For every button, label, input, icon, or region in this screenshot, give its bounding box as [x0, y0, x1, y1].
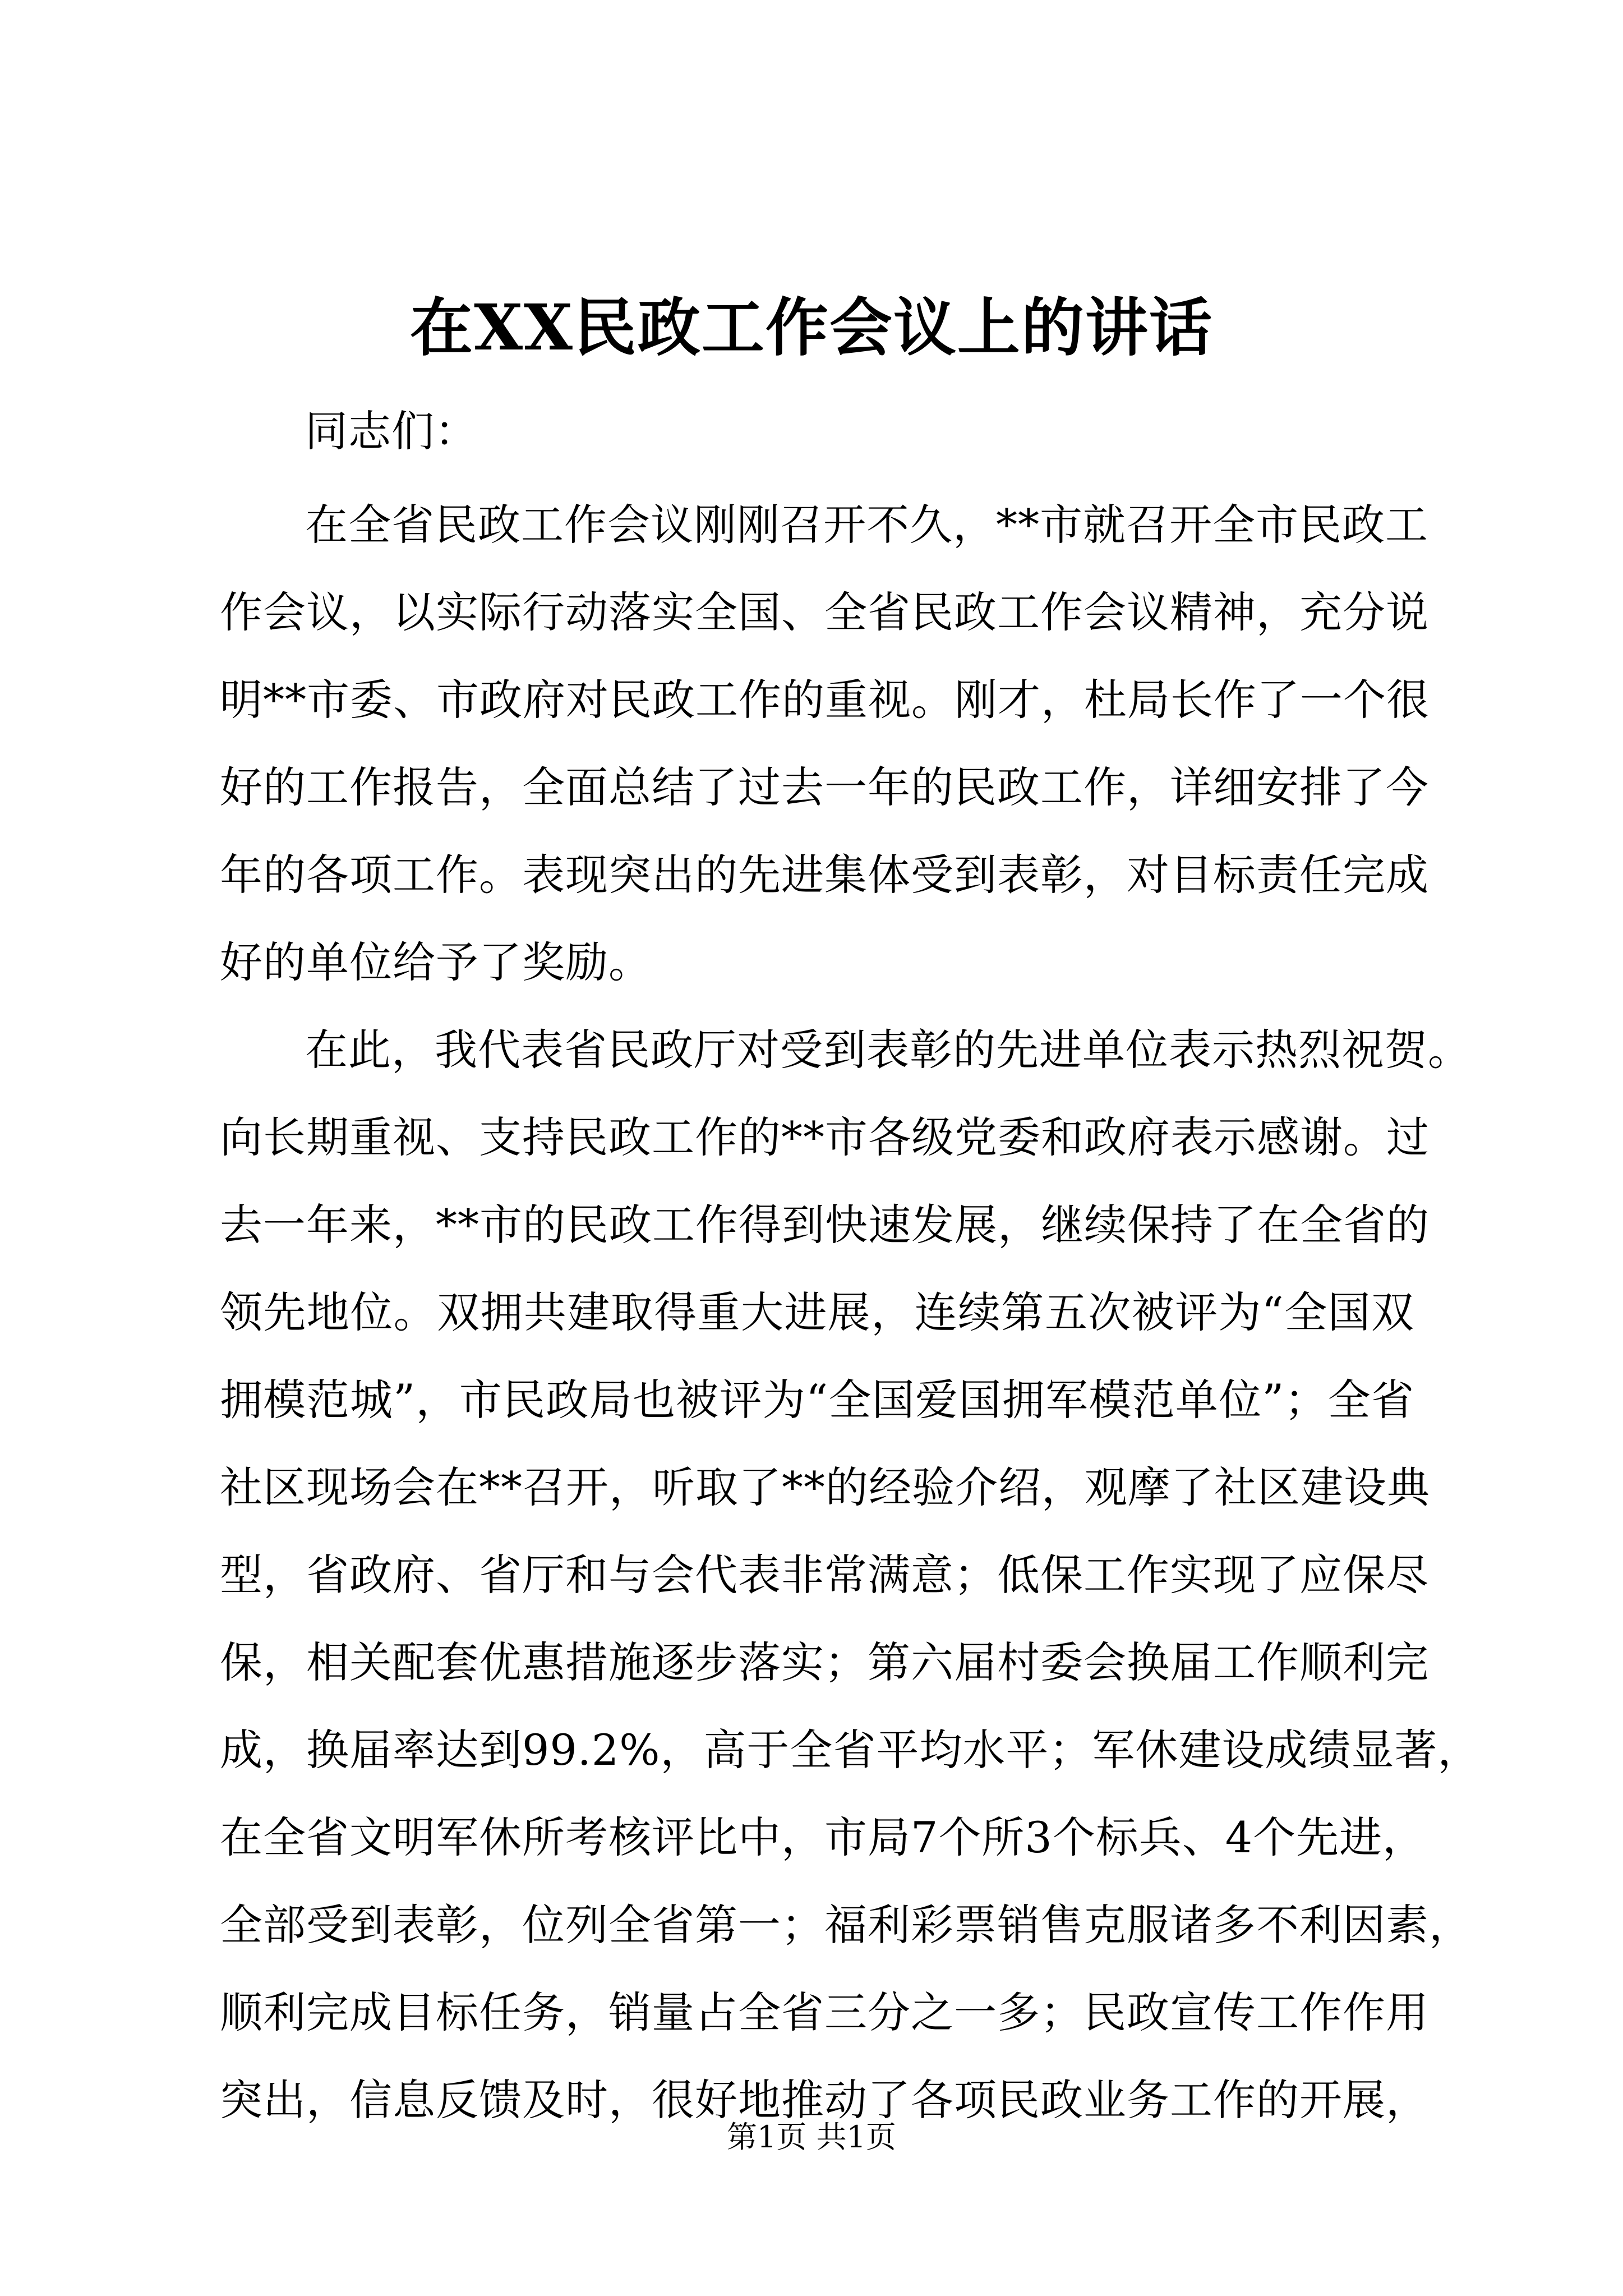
paragraph-line: 保，相关配套优惠措施逐步落实；第六届村委会换届工作顺利完 [220, 1637, 1429, 1687]
paragraph-line: 拥模范城”，市民政局也被评为“全国爱国拥军模范单位”；全省 [220, 1375, 1414, 1425]
paragraph-line: 型，省政府、省厅和与会代表非常满意；低保工作实现了应保尽 [220, 1550, 1429, 1600]
paragraph-line: 向长期重视、支持民政工作的**市各级党委和政府表示感谢。过 [220, 1112, 1430, 1162]
paragraph-line: 年的各项工作。表现突出的先进集体受到表彰，对目标责任完成 [220, 850, 1429, 900]
paragraph-line: 社区现场会在**召开，听取了**的经验介绍，观摩了社区建设典 [220, 1462, 1430, 1512]
paragraph-line: 在全省民政工作会议刚刚召开不久，**市就召开全市民政工 [305, 500, 1428, 550]
paragraph-line: 好的工作报告，全面总结了过去一年的民政工作，详细安排了今 [220, 762, 1429, 812]
paragraph-line: 成，换届率达到99.2%，高于全省平均水平；军休建设成绩显著， [220, 1725, 1481, 1775]
paragraph-line: 顺利完成目标任务，销量占全省三分之一多；民政宣传工作作用 [220, 1987, 1429, 2037]
document-body [220, 381, 1481, 2144]
paragraph-line: 在此，我代表省民政厅对受到表彰的先进单位表示热烈祝贺。 [305, 1025, 1471, 1075]
paragraph-line: 在全省文明军休所考核评比中，市局7个所3个标兵、4个先进， [220, 1812, 1426, 1862]
paragraph-line: 领先地位。双拥共建取得重大进展，连续第五次被评为“全国双 [220, 1287, 1414, 1337]
document-title: 在XX民政工作会议上的讲话 [410, 291, 1213, 365]
page-footer: 第1页 共1页 [727, 2119, 896, 2155]
paragraph-line: 作会议，以实际行动落实全国、全省民政工作会议精神，充分说 [220, 587, 1429, 637]
paragraph-line: 明**市委、市政府对民政工作的重视。刚才，杜局长作了一个很 [220, 675, 1430, 725]
paragraph-line: 全部受到表彰，位列全省第一；福利彩票销售克服诸多不利因素， [220, 1900, 1472, 1950]
paragraph-line: 突出，信息反馈及时，很好地推动了各项民政业务工作的开展， [220, 2075, 1429, 2125]
paragraph-line: 好的单位给予了奖励。 [220, 937, 652, 987]
paragraph-line: 去一年来，**市的民政工作得到快速发展，继续保持了在全省的 [220, 1200, 1430, 1250]
salutation: 同志们： [305, 406, 478, 456]
